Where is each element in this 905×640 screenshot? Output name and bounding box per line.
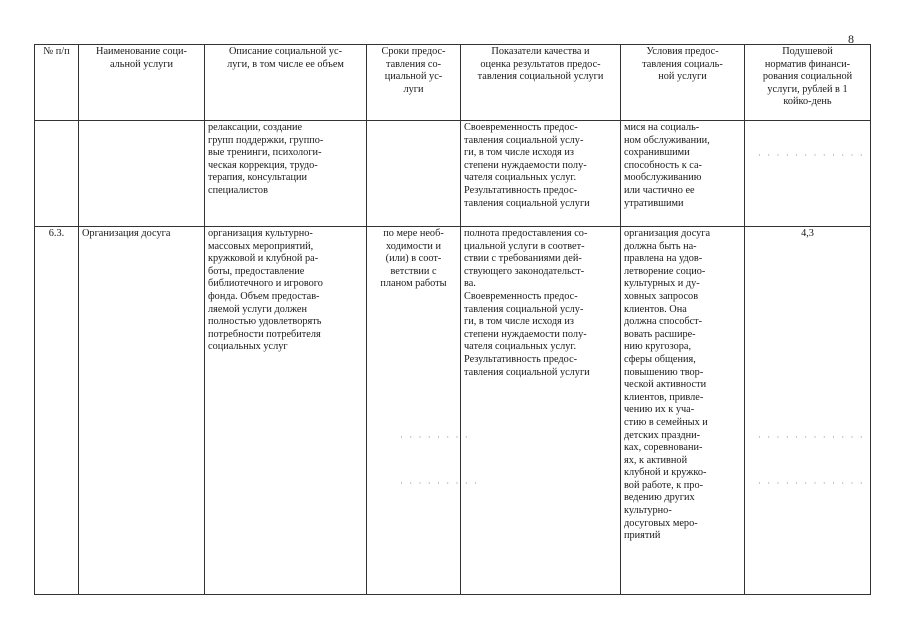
table-row (35, 121, 871, 227)
cell-funding-norm: 4,3 (745, 227, 871, 595)
header-conditions: Условия предос- тавления социаль- ной услуги (621, 45, 745, 121)
header-service-name: Наименование соци- альной услуги (79, 45, 205, 121)
cell-funding-norm (745, 121, 871, 227)
header-terms: Сроки предос- тавления со- циальной ус- луги (367, 45, 461, 121)
scan-artifact-dots: · · · · · · · · · · · · (758, 150, 865, 160)
cell-terms (367, 121, 461, 227)
cell-description: релаксации, создание групп поддержки, группо- вые тренинги, психологи- ческая коррекция, трудо- терапия, консультации специалистов (205, 121, 367, 227)
header-description: Описание социальной ус- луги, в том числе ее объем (205, 45, 367, 121)
cell-service-name: Организация досуга (79, 227, 205, 595)
scan-artifact-dots: · · · · · · · · · (400, 478, 479, 488)
header-quality-indicators: Показатели качества и оценка результатов предос- тавления социальной услуги (461, 45, 621, 121)
scan-artifact-dots: · · · · · · · · · · · · (758, 478, 865, 488)
social-services-table (34, 44, 871, 595)
table-row (35, 227, 871, 595)
header-num: № п/п (35, 45, 79, 121)
cell-description: организация культурно- массовых мероприятий, кружковой и клубной ра- боты, предоставление библиотечного и игрового фонда. Объем предостав- ляемой услуги должен полностью удовлетворять потребности потребителя социальных услуг (205, 227, 367, 595)
header-funding-norm: Подушевой норматив финанси- рования социальной услуги, рублей в 1 койко-день (745, 45, 871, 121)
cell-quality-indicators: Своевременность предос- тавления социальной услу- ги, в том числе исходя из степени нуждаемости полу- чателя социальных услуг. Результативность предос- тавления социальной услуги (461, 121, 621, 227)
cell-conditions: организация досуга должна быть на- правлена на удов- летворение социо- культурных и ду- ховных запросов клиентов. Она должна способст- вовать расшире- нию кругозора, сферы общения, повышению твор- ческой активности клиентов, привле- чению их к уча- стию в семейных и детских праздни- ках, соревновани- ях, к активной клубной и кружко- вой работе, к про- ведению других культурно- досуговых меро- приятий (621, 227, 745, 595)
cell-conditions: мися на социаль- ном обслуживании, сохранившими способность к са- мообслуживанию или частично ее утратившими (621, 121, 745, 227)
scan-artifact-dots: · · · · · · · · (400, 432, 470, 442)
page-number: 8 (848, 32, 854, 46)
cell-quality-indicators: полнота предоставления со- циальной услуги в соответ- ствии с требованиями дей- ствующего законодательст- ва. Своевременность предос- тавления социальной услу- ги, в том числе исходя из степени нуждаемости полу- чателя социальных услуг. Результативность предос- тавления социальной услуги (461, 227, 621, 595)
scan-artifact-dots: · · · · · · · · · · · · (758, 432, 865, 442)
cell-service-name (79, 121, 205, 227)
cell-terms: по мере необ- ходимости и (или) в соот- ветствии с планом работы (367, 227, 461, 595)
table-header-row (35, 45, 871, 121)
cell-num: 6.3. (35, 227, 79, 595)
cell-num (35, 121, 79, 227)
